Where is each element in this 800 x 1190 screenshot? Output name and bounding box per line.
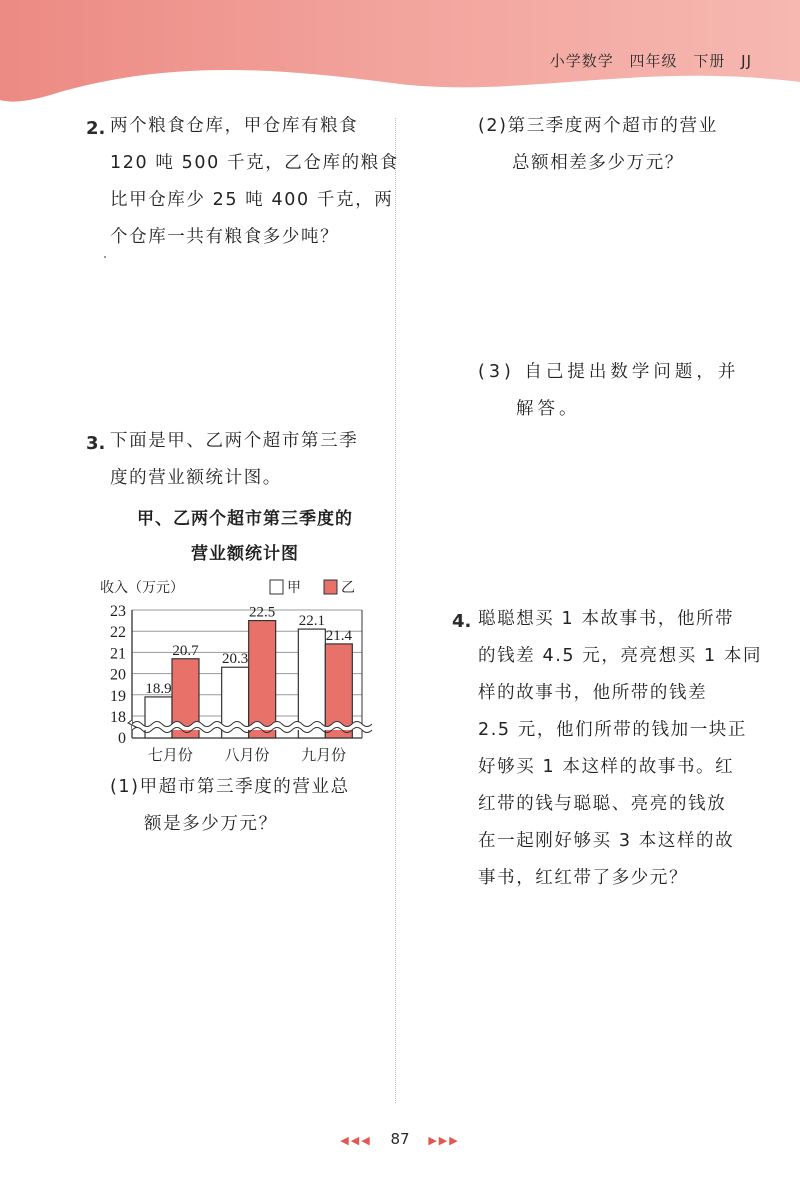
chart-svg (88, 570, 388, 770)
header-info (550, 50, 752, 71)
q4-line: 事书，红红带了多少元？ (478, 868, 689, 888)
legend-swatch-jia (270, 580, 283, 594)
q4-line: 在一起刚好够买 3 本这样的故 (478, 831, 735, 851)
x-tick-label: 八月份 (224, 746, 270, 764)
y-tick-label: 22 (110, 624, 126, 642)
chart-title-line1: 甲、乙两个超市第三季度的 (137, 509, 353, 529)
y-tick-label: 18 (110, 709, 126, 726)
data-label-jia: 22.1 (298, 613, 325, 630)
data-label-yi: 21.4 (325, 627, 352, 644)
data-label-yi: 20.7 (172, 642, 199, 659)
q3-sub2-line: (2)第三季度两个超市的营业 (478, 116, 718, 136)
next-arrows-icon: ▶▶▶ (428, 1134, 460, 1147)
data-label-yi: 22.5 (249, 604, 276, 621)
q3-sub2-line: 总额相差多少万元？ (512, 153, 684, 173)
q3-line: 下面是甲、乙两个超市第三季 (110, 431, 359, 451)
q3-sub1-line: 额是多少万元？ (144, 814, 278, 834)
q2-line: 120 吨 500 千克，乙仓库的粮食 (110, 153, 399, 173)
legend-label-yi: 乙 (341, 580, 355, 596)
page-footer (0, 1130, 800, 1148)
x-tick-label: 九月份 (301, 746, 347, 764)
chart-y-axis-label: 收入（万元） (100, 580, 184, 596)
revenue-chart (88, 570, 388, 770)
y-tick-label: 20 (110, 666, 126, 684)
q3-number: 3. (86, 433, 106, 454)
x-tick-label: 七月份 (147, 746, 193, 764)
q4-line: 的钱差 4.5 元，亮亮想买 1 本同 (478, 646, 763, 666)
q4-text (478, 601, 762, 897)
header-volume: 下册 (693, 52, 726, 70)
header-edition: JJ (741, 52, 752, 70)
q2-line: 比甲仓库少 25 吨 400 千克，两 (110, 190, 394, 210)
q4-line: 好够买 1 本这样的故事书。红 (478, 757, 735, 777)
q4-number: 4. (452, 611, 472, 632)
bar-jia (298, 629, 325, 738)
q4-line: 2.5 元，他们所带的钱加一块正 (478, 720, 747, 740)
chart-title-line2: 营业额统计图 (191, 544, 299, 564)
q2-line: 个仓库一共有粮食多少吨？ (110, 227, 340, 247)
legend-swatch-yi (324, 580, 337, 594)
q3-sub3-line: (3) 自己提出数学问题，并 (478, 362, 740, 382)
prev-arrows-icon: ◀◀◀ (340, 1134, 372, 1147)
bar-yi (249, 621, 276, 738)
y-tick-label: 19 (110, 687, 126, 705)
q4-line: 红带的钱与聪聪、亮亮的钱放 (478, 794, 727, 814)
data-label-jia: 18.9 (145, 680, 172, 697)
q3-sub1-line: (1)甲超市第三季度的营业总 (110, 777, 350, 797)
q3-sub1 (110, 769, 350, 843)
y-tick-label: 0 (118, 730, 126, 747)
q2-number: 2. (86, 118, 106, 139)
legend-label-jia: 甲 (287, 580, 301, 596)
q2-text (110, 108, 399, 256)
header-grade: 四年级 (629, 52, 678, 70)
q4-line: 聪聪想买 1 本故事书，他所带 (478, 609, 735, 629)
q3-line: 度的营业额统计图。 (110, 468, 282, 488)
q3-sub3 (478, 354, 739, 428)
q3-sub3-line: 解答。 (516, 399, 581, 419)
y-tick-label: 21 (110, 645, 126, 663)
data-label-jia: 20.3 (222, 651, 249, 668)
q3-sub2 (478, 108, 718, 182)
header-subject: 小学数学 (549, 52, 614, 70)
page-number: 87 (390, 1130, 410, 1148)
q3-text (110, 423, 358, 497)
q4-line: 样的故事书，他所带的钱差 (478, 683, 708, 703)
q2-line: 两个粮食仓库，甲仓库有粮食 (110, 116, 359, 136)
y-tick-label: 23 (110, 603, 126, 620)
column-divider (395, 118, 396, 1103)
stray-mark (104, 256, 106, 258)
